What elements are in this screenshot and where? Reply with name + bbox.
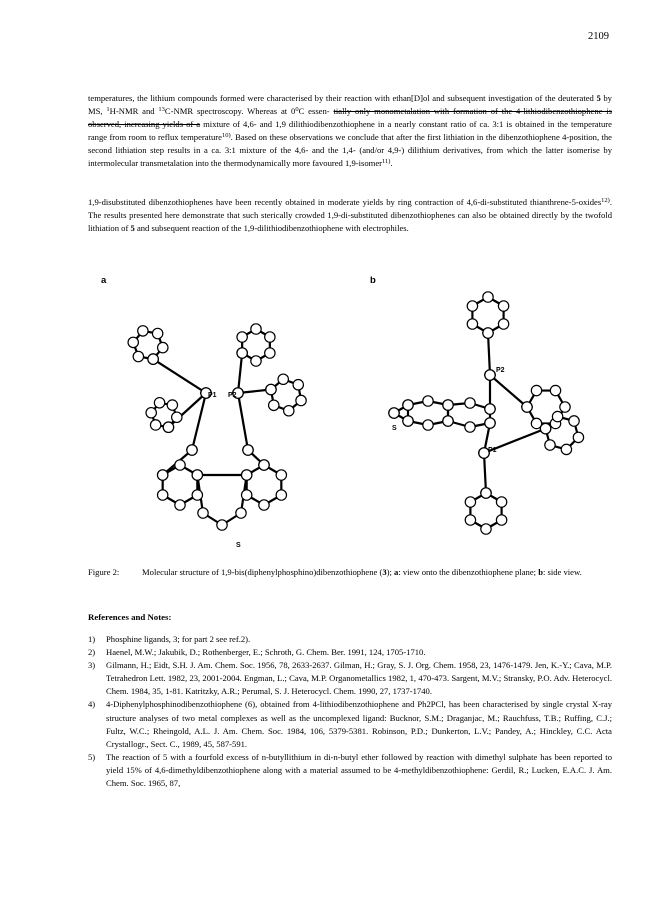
text-run: and subsequent reaction of the 1,9-dilithiodibenzothiophene with electrophiles. bbox=[134, 223, 409, 234]
text-run: C essen- bbox=[298, 106, 330, 117]
structure-b-bond bbox=[490, 375, 527, 407]
text-run: ); bbox=[386, 567, 395, 577]
structure-a-atom bbox=[146, 408, 156, 418]
structure-a-atom bbox=[175, 500, 185, 510]
reference-text: The reaction of 5 with a fourfold excess of n-butyllithium in di-n-butyl ether followed by reaction with dimethyl sulphate has been reported to yield 15% of 4,6-dimethyldibenzothiophene along with a material assumed to be 4-methyldibenzothiophene: Gerdil, R.; Lucken, E.A.C. J. Am. Chem. Soc. 1965, 87, bbox=[106, 751, 612, 789]
structure-a-atom bbox=[157, 490, 167, 500]
compound-number: 5 bbox=[130, 223, 135, 234]
structure-b-atom bbox=[498, 301, 508, 311]
structure-a-atom bbox=[276, 490, 286, 500]
atom-label-p1: P1 bbox=[208, 392, 217, 399]
structure-b-atom bbox=[443, 416, 453, 426]
structure-a-atom bbox=[266, 384, 276, 394]
reference-item bbox=[88, 659, 612, 698]
molecular-structure-view-b bbox=[348, 275, 612, 555]
reference-number: 1) bbox=[88, 634, 96, 644]
reference-number: 4) bbox=[88, 699, 96, 710]
structure-a-atom bbox=[276, 470, 286, 480]
text-run: by MS, bbox=[88, 93, 612, 117]
reference-text: Gilmann, H.; Eidt, S.H. J. Am. Chem. Soc. 1956, 78, 2633-2637. Gilman, H.; Gray, S. J. Org. Chem. 1958, 23, 1476-1479. Jen, K.-Y.; Cava, M.P. Tetrahedron Lett. 1982, 23, 2001-2004. Engman, L.; Cava, M.P. Organometallics 1982, 1, 470-473. Sargent, M.V.; Stransky, P.O. Adv. Heterocycl. Chem. 1984, 35, 1-81. Katritzky, A.R.; Perumal, S. J. Heterocycl. Chem. 1990, 27, 1737-1740. bbox=[106, 660, 612, 697]
structure-b-atom bbox=[485, 404, 495, 414]
structure-b-atom bbox=[481, 488, 491, 498]
text-run: . The results presented here demonstrate that such sterically crowded 1,9-di-substituted dibenzothiophenes can also be obtained directly by the twofold lithiation of bbox=[88, 197, 612, 234]
atom-label-p2: P2 bbox=[228, 392, 237, 399]
structure-b-atom bbox=[498, 319, 508, 329]
structure-b-atom bbox=[573, 432, 583, 442]
structure-b-atom bbox=[552, 411, 562, 421]
structure-a-atom bbox=[241, 470, 251, 480]
structure-b-atom bbox=[483, 292, 493, 302]
structure-b-atom bbox=[465, 497, 475, 507]
superscript: 0 bbox=[295, 106, 299, 114]
structure-a-atom bbox=[158, 342, 168, 352]
structure-b-atom bbox=[496, 515, 506, 525]
reference-citation: 12) bbox=[601, 197, 610, 204]
references-list bbox=[88, 633, 612, 790]
structure-a-atom bbox=[259, 500, 269, 510]
structure-b-atom bbox=[485, 370, 495, 380]
structure-a-atom bbox=[293, 380, 303, 390]
structure-a-atom bbox=[138, 326, 148, 336]
structure-a-atom bbox=[284, 406, 294, 416]
structure-b-atom bbox=[465, 422, 475, 432]
text-run: . Based on these observations we conclude that after the first lithiation in the dibenzothiophene 4-position, the second lithiation step results in a ca. 3:1 mixture of the 4,6- and the 1,4- (and/or 4,9-) dilithium derivatives, from which the latter isomerise by intermolecular transmetalation into the thermodynamically more favoured 1,9-isomer bbox=[88, 132, 612, 169]
structure-a-atom bbox=[150, 420, 160, 430]
structure-b-atom bbox=[443, 400, 453, 410]
structure-a-atom bbox=[187, 445, 197, 455]
panel-label-a: a bbox=[101, 275, 107, 286]
struck-through-text: tially only monometalation with formation of the 4-lithiodibenzothiophene is observed, increasing yields of a bbox=[88, 106, 613, 130]
structure-a-atom bbox=[128, 337, 138, 347]
structure-a-atom bbox=[237, 348, 247, 358]
reference-citation: 11) bbox=[382, 158, 391, 166]
structure-a-bond bbox=[238, 353, 242, 393]
text-run: . bbox=[390, 158, 393, 169]
structure-a-atom bbox=[152, 328, 162, 338]
structure-a-atom bbox=[278, 374, 288, 384]
structure-a-atom bbox=[133, 351, 143, 361]
reference-item bbox=[88, 751, 612, 790]
structure-a-atom bbox=[175, 460, 185, 470]
structure-b-atom bbox=[496, 497, 506, 507]
body-paragraph-2 bbox=[88, 196, 612, 235]
text-run: : view onto the dibenzothiophene plane; bbox=[398, 567, 539, 577]
reference-text: 4-Diphenylphosphinodibenzothiophene (6), obtained from 4-lithiodibenzothiophene and Ph2PCl, has been characterised by single crystal X-ray structure analyses of two metal complexes as well as the uncomplexed ligand: Bucknor, S.M.; Draganjac, M.; Rauchfuss, T.B.; Ruffing, C.J.; Fultz, W.C.; Rheingold, A.L. J. Am. Chem. Soc. 1984, 106, 5379-5381. Robinson, P.D.; Dunkerton, L.V.; Pandey, A.; Hinckley, C.C. Acta Crystallogr., Sect. C., 1989, 45, 587-591. bbox=[106, 699, 612, 749]
structure-b-atom bbox=[403, 416, 413, 426]
structure-b-atom bbox=[465, 515, 475, 525]
compound-number: 3 bbox=[382, 567, 387, 577]
superscript: 1 bbox=[106, 106, 110, 114]
structure-b-bond bbox=[488, 333, 490, 375]
structure-a-atom bbox=[167, 400, 177, 410]
structure-a-atom bbox=[269, 400, 279, 410]
reference-citation: 10) bbox=[221, 132, 231, 140]
reference-item bbox=[88, 646, 612, 659]
reference-number: 3) bbox=[88, 660, 96, 671]
structure-a-atom bbox=[243, 445, 253, 455]
structure-b-atom bbox=[465, 398, 475, 408]
structure-b-atom bbox=[540, 423, 550, 433]
structure-a-atom bbox=[198, 508, 208, 518]
page-number: 2109 bbox=[588, 31, 609, 42]
reference-text: Haenel, M.W.; Jakubik, D.; Rothenberger, E.; Schroth, G. Chem. Ber. 1991, 124, 1705-1710. bbox=[106, 647, 426, 658]
reference-item bbox=[88, 633, 612, 646]
structure-b-atom bbox=[481, 524, 491, 534]
atom-label-s: S bbox=[392, 425, 397, 432]
structure-a-atom bbox=[192, 470, 202, 480]
structure-a-atom bbox=[217, 520, 227, 530]
panel-label-b: b bbox=[370, 275, 376, 286]
figure-2 bbox=[88, 275, 612, 555]
structure-b-atom bbox=[483, 328, 493, 338]
structure-a-atom bbox=[148, 354, 158, 364]
caption-text bbox=[142, 566, 608, 579]
structure-b-bond bbox=[484, 453, 486, 493]
structure-b-atom bbox=[467, 319, 477, 329]
references-heading: References and Notes: bbox=[88, 612, 172, 622]
structure-a-bond bbox=[153, 359, 206, 393]
text-run: : side view. bbox=[542, 567, 582, 577]
structure-b-atom bbox=[560, 402, 570, 412]
structure-b-atom bbox=[485, 418, 495, 428]
superscript: 13 bbox=[158, 106, 165, 114]
reference-number: 5) bbox=[88, 751, 96, 762]
structure-a-atom bbox=[154, 398, 164, 408]
text-run: mixture of 4,6- and 1,9 dilithiodibenzothiophene in a nearly constant ratio of ca. 3:1 is obtained in the temperature range from room to reflux temperature bbox=[88, 119, 612, 143]
structure-a-atom bbox=[251, 324, 261, 334]
text-run: temperatures, the lithium compounds formed were characterised by their reaction with ethan[D]ol and subsequent investigation of the deuterated bbox=[88, 93, 597, 103]
caption-tag: Figure 2: bbox=[88, 567, 120, 577]
structure-a-atom bbox=[192, 490, 202, 500]
structure-a-atom bbox=[296, 395, 306, 405]
structure-b-atom bbox=[423, 396, 433, 406]
structure-a-atom bbox=[251, 356, 261, 366]
text-run: C-NMR spectroscopy. Whereas at 0 bbox=[164, 106, 296, 117]
caption-panel-b: b bbox=[538, 567, 543, 577]
structure-a-atom bbox=[236, 508, 246, 518]
structure-a-atom bbox=[241, 490, 251, 500]
structure-b-atom bbox=[550, 385, 560, 395]
compound-number: 5 bbox=[596, 93, 601, 103]
reference-text: Phosphine ligands, 3; for part 2 see ref.2). bbox=[106, 634, 251, 644]
reference-item bbox=[88, 698, 612, 750]
text-run: H-NMR and bbox=[109, 106, 159, 117]
structure-b-atom bbox=[522, 402, 532, 412]
structure-a-atom bbox=[172, 412, 182, 422]
structure-a-atom bbox=[265, 348, 275, 358]
structure-a-bond bbox=[238, 393, 248, 450]
structure-b-atom bbox=[403, 400, 413, 410]
structure-b-atom bbox=[467, 301, 477, 311]
structure-b-atom bbox=[423, 420, 433, 430]
structure-b-atom bbox=[531, 385, 541, 395]
structure-a-atom bbox=[163, 422, 173, 432]
structure-a-atom bbox=[265, 332, 275, 342]
caption-panel-a: a bbox=[394, 567, 399, 577]
structure-a-atom bbox=[237, 332, 247, 342]
structure-a-atom bbox=[157, 470, 167, 480]
atom-label-p1: P1 bbox=[488, 447, 497, 454]
structure-b-atom bbox=[545, 440, 555, 450]
reference-number: 2) bbox=[88, 647, 96, 658]
structure-b-atom bbox=[569, 416, 579, 426]
text-run: 1,9-disubstituted dibenzothiophenes have been recently obtained in moderate yields by ring contraction of 4,6-di-substituted thianthrene-5-oxides bbox=[88, 197, 602, 207]
structure-b-atom bbox=[561, 444, 571, 454]
atom-label-s: S bbox=[236, 542, 241, 549]
atom-label-p2: P2 bbox=[496, 367, 505, 374]
structure-b-atom bbox=[389, 408, 399, 418]
structure-a-bond bbox=[192, 393, 206, 450]
structure-a-atom bbox=[259, 460, 269, 470]
figure-caption bbox=[88, 566, 608, 579]
body-paragraph-1 bbox=[88, 92, 612, 171]
text-run: Molecular structure of 1,9-bis(diphenylphosphino)dibenzothiophene ( bbox=[142, 567, 383, 577]
molecular-structure-view-a bbox=[88, 275, 348, 555]
